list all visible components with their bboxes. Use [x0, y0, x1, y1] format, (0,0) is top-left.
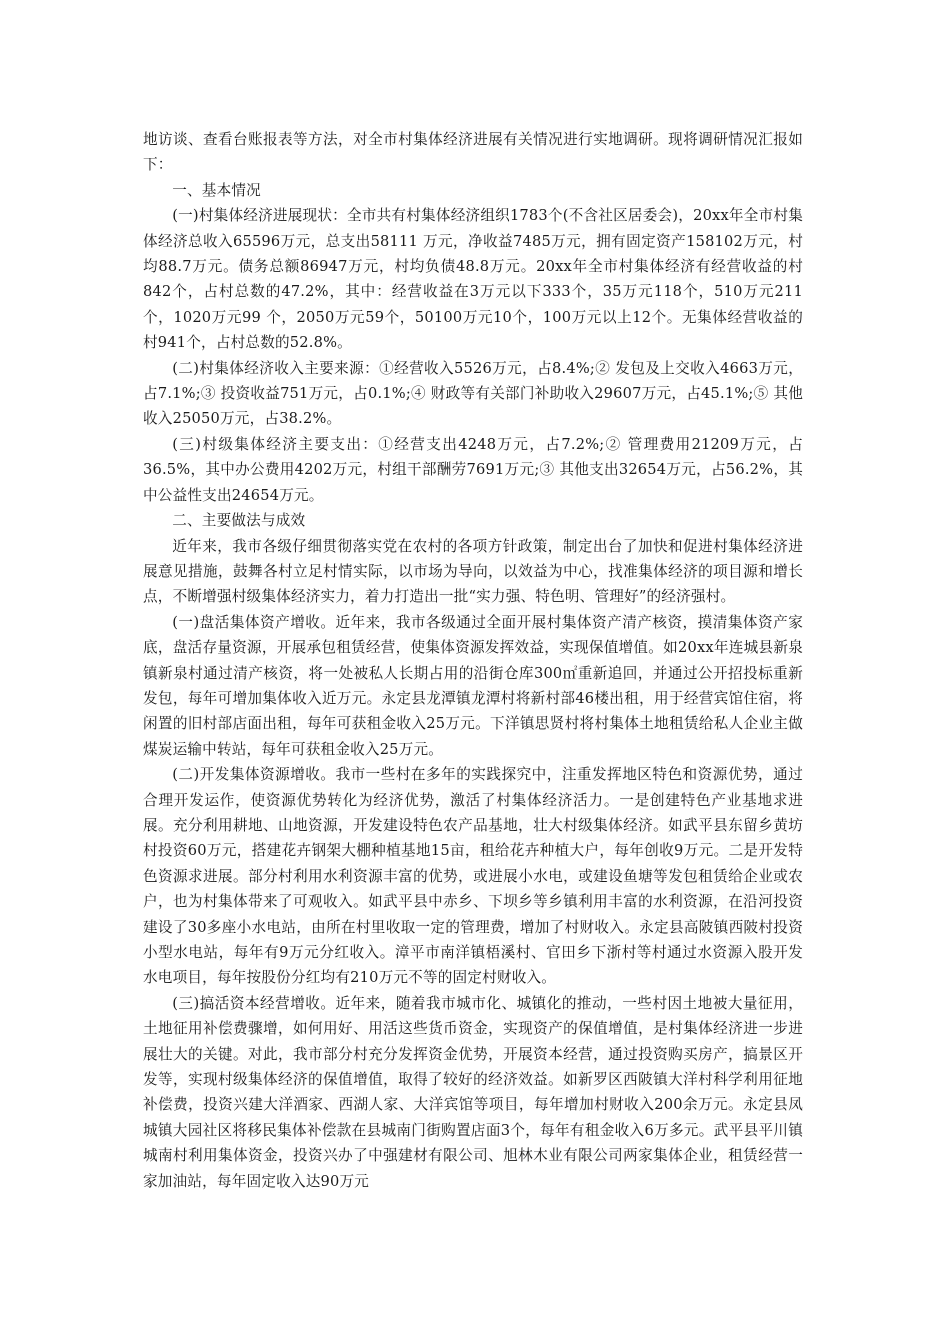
paragraph-capital-operation: (三)搞活资本经营增收。近年来，随着我市城市化、城镇化的推动，一些村因土地被大量征用，土地征用补偿费骤增，如何用好、用活这些货币资金，实现资产的保值增值，是村集体经济进一步进展壮大的关键。对此，我市部分村充分发挥资金优势，开展资本经营，通过投资购买房产，搞景区开发等，实现村级集体经济的保值增值，取得了较好的经济效益。如新罗区西陂镇大洋村科学利用征地补偿费，投资兴建大洋酒家、西湖人家、大洋宾馆等项目，每年增加村财收入200余万元。永定县凤城镇大园社区将移民集体补偿款在县城南门街购置店面3个，每年有租金收入6万多元。武平县平川镇城南村利用集体资金，投资兴办了中强建材有限公司、旭林木业有限公司两家集体企业，租赁经营一家加油站，每年固定收入达90万元: [143, 994, 803, 1190]
section-heading-practices-results: 二、主要做法与成效: [172, 512, 306, 530]
paragraph-expenditures: (三)村级集体经济主要支出：①经营支出4248万元，占7.2%;② 管理费用21209万元，占36.5%，其中办公费用4202万元，村组干部酬劳7691万元;③ 其他支出32654万元，占56.2%，其中公益性支出24654万元。: [143, 435, 803, 504]
paragraph-revitalize-assets: (一)盘活集体资产增收。近年来，我市各级通过全面开展村集体资产清产核资，摸清集体资产家底，盘活存量资源，开展承包租赁经营，使集体资源发挥效益，实现保值增值。如20xx年连城县新泉镇新泉村通过清产核资，将一处被私人长期占用的沿街仓库300㎡重新追回，并通过公开招投标重新发包，每年可增加集体收入近万元。永定县龙潭镇龙潭村将新村部46楼出租，用于经营宾馆住宿，将闲置的旧村部店面出租，每年可获租金收入25万元。下洋镇思贤村将村集体土地租赁给私人企业主做煤炭运输中转站，每年可获租金收入25万元。: [143, 613, 803, 758]
paragraph-income-sources: (二)村集体经济收入主要来源：①经营收入5526万元，占8.4%;② 发包及上交收入4663万元，占7.1%;③ 投资收益751万元，占0.1%;④ 财政等有关部门补助收入29607万元，占45.1%;⑤ 其他收入25050万元，占38.2%。: [143, 359, 803, 428]
document-body: [143, 127, 803, 1194]
section-heading-basic-situation: 一、基本情况: [172, 181, 261, 199]
paragraph-recent-years: 近年来，我市各级仔细贯彻落实党在农村的各项方针政策，制定出台了加快和促进村集体经济进展意见措施，鼓舞各村立足村情实际，以市场为导向，以效益为中心，找准集体经济的项目源和增长点，不断增强村级集体经济实力，着力打造出一批“实力强、特色明、管理好”的经济强村。: [143, 537, 803, 606]
paragraph-intro: 地访谈、查看台账报表等方法，对全市村集体经济进展有关情况进行实地调研。现将调研情况汇报如下：: [143, 131, 803, 174]
paragraph-develop-resources: (二)开发集体资源增收。我市一些村在多年的实践探究中，注重发挥地区特色和资源优势，通过合理开发运作，使资源优势转化为经济优势，激活了村集体经济活力。一是创建特色产业基地求进展。充分利用耕地、山地资源，开发建设特色农产品基地，壮大村级集体经济。如武平县东留乡黄坊村投资60万元，搭建花卉钢架大棚种植基地15亩，租给花卉种植大户，每年创收9万元。二是开发特色资源求进展。部分村利用水利资源丰富的优势，或进展小水电，或建设鱼塘等发包租赁给企业或农户，也为村集体带来了可观收入。如武平县中赤乡、下坝乡等乡镇利用丰富的水利资源，在沿河投资建设了30多座小水电站，由所在村里收取一定的管理费，增加了村财收入。永定县高陂镇西陂村投资小型水电站，每年有9万元分红收入。漳平市南洋镇梧溪村、官田乡下浙村等村通过水资源入股开发水电项目，每年按股份分红均有210万元不等的固定村财收入。: [143, 766, 803, 987]
paragraph-development-status: (一)村集体经济进展现状：全市共有村集体经济组织1783个(不含社区居委会)，20xx年全市村集体经济总收入65596万元，总支出58111 万元，净收益7485万元，拥有固定资产158102万元，村均88.7万元。债务总额86947万元，村均负债48.8万元。20xx年全市村集体经济有经营收益的村842个，占村总数的47.2%，其中：经营收益在3万元以下333个，35万元118个，510万元211个，1020万元99 个，2050万元59个，50100万元10个，100万元以上12个。无集体经营收益的村941个，占村总数的52.8%。: [143, 207, 803, 352]
